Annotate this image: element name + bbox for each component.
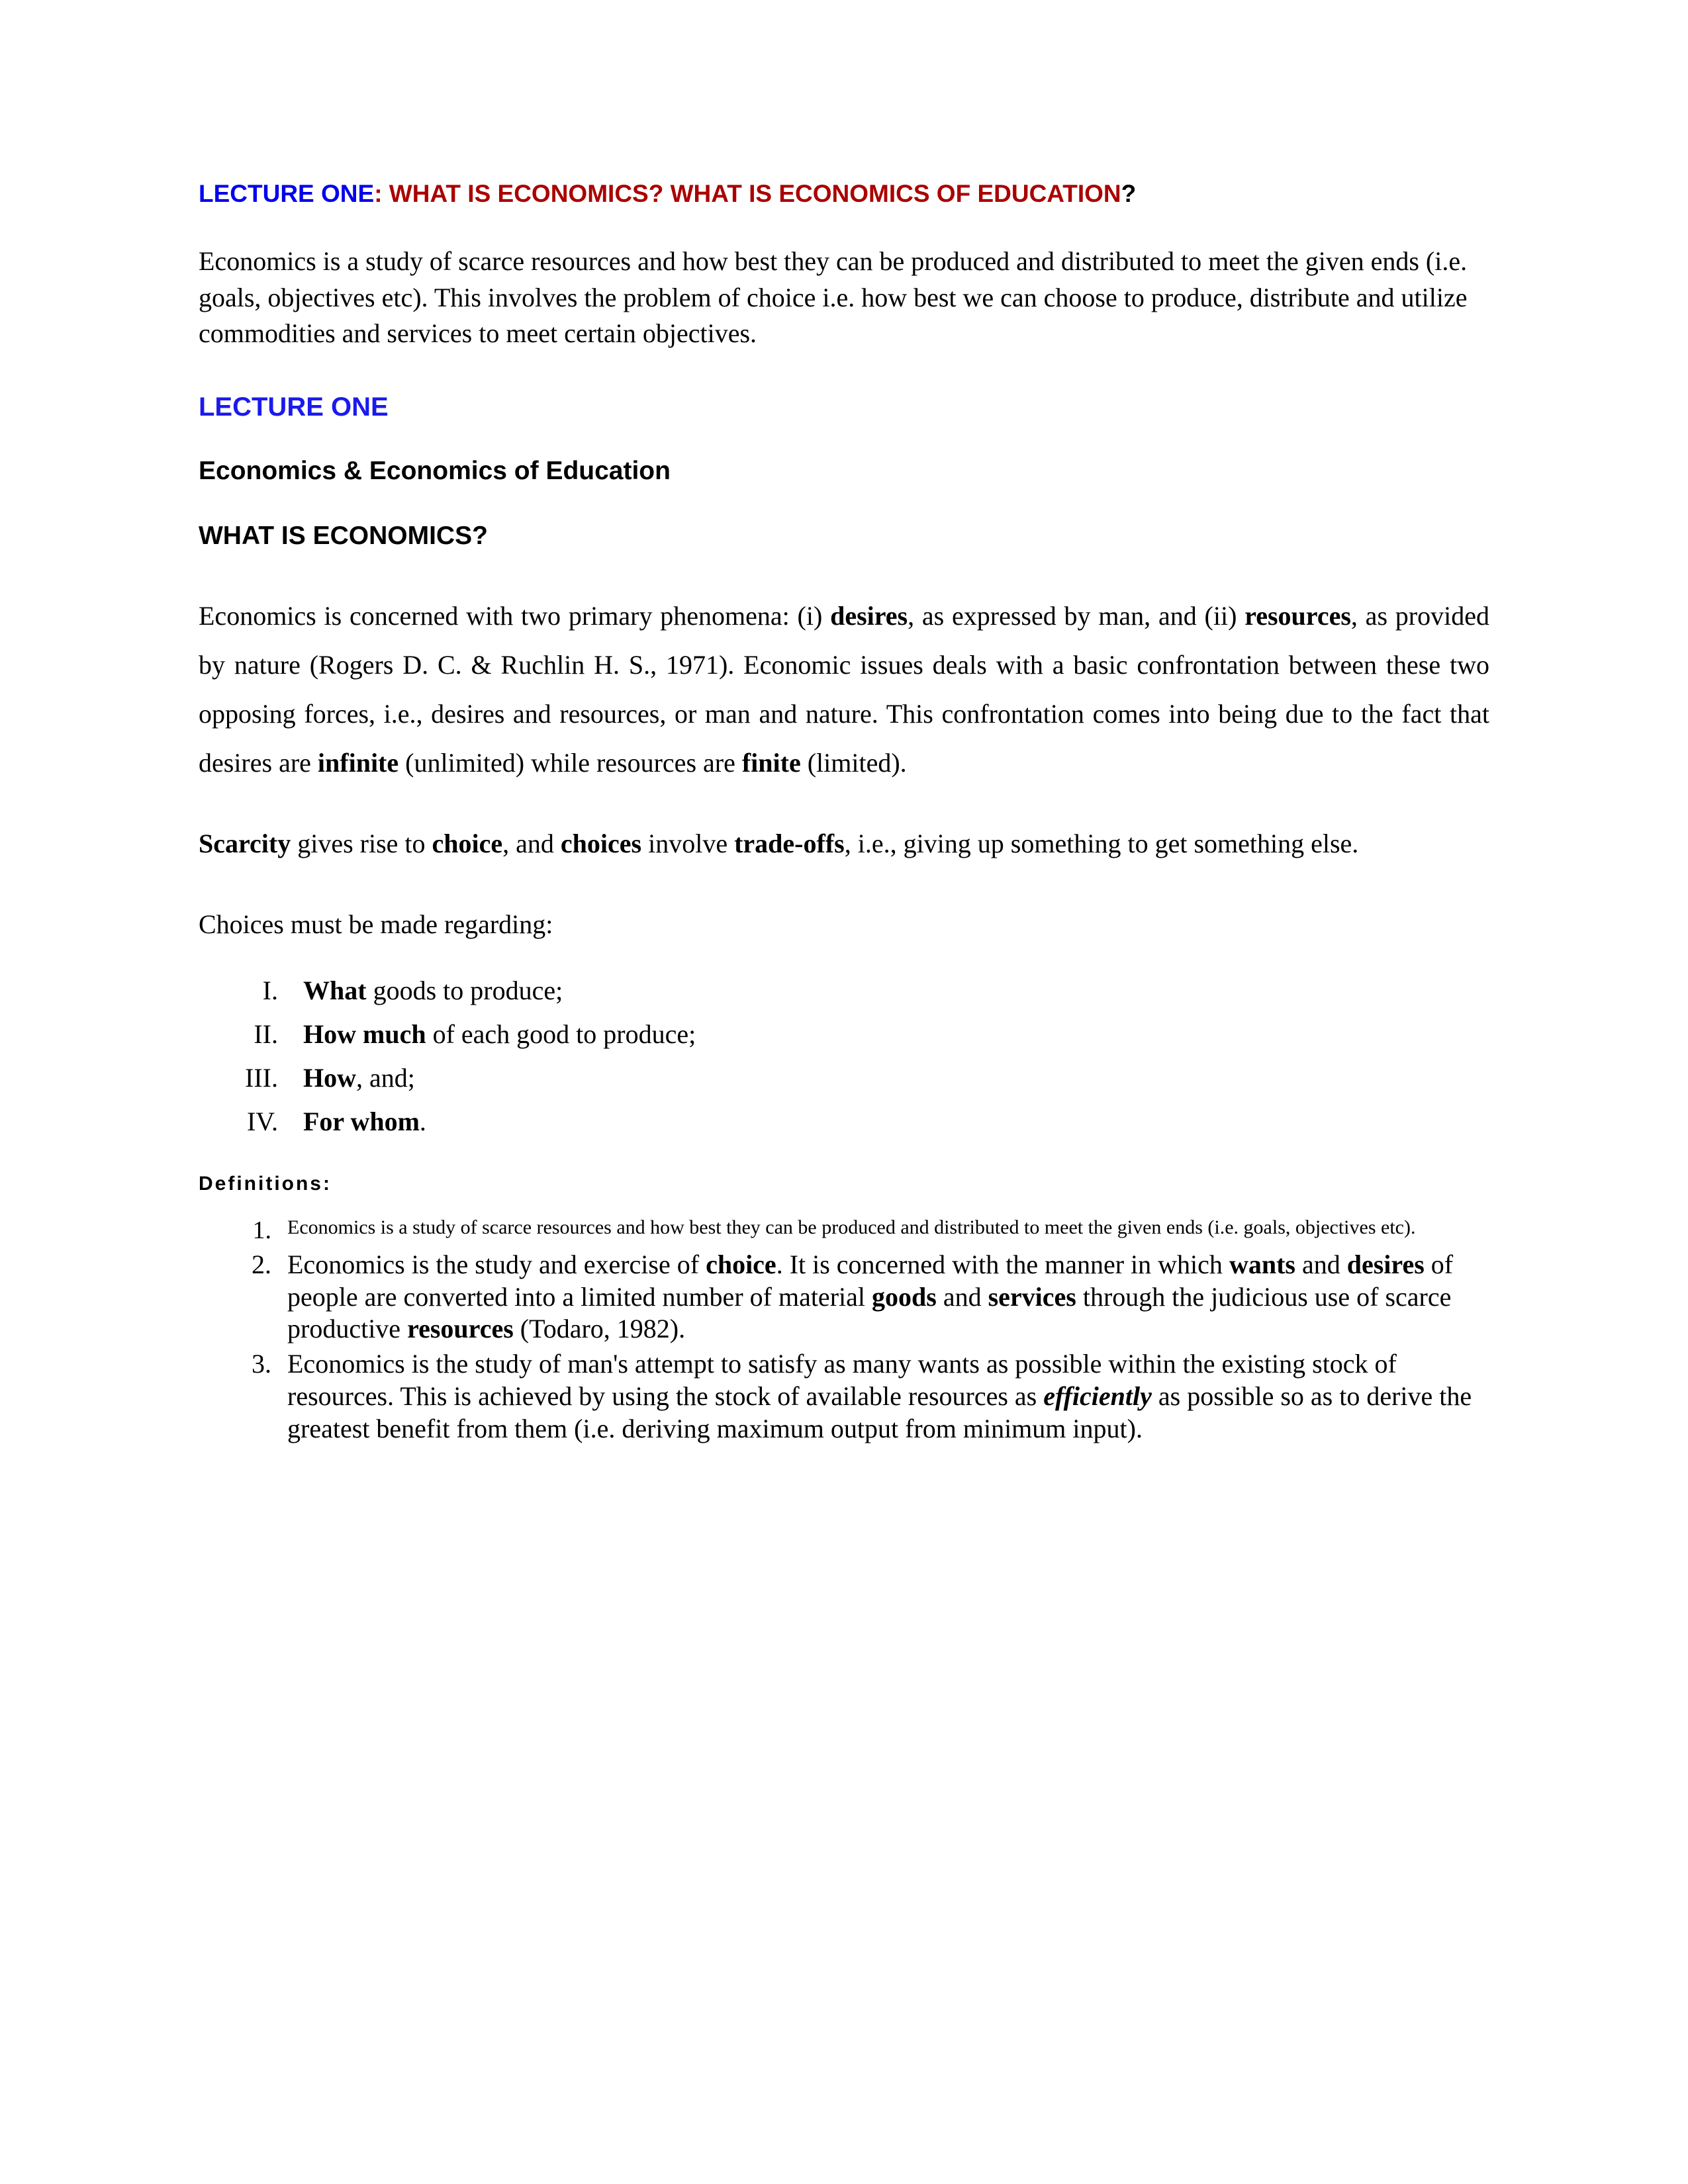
list-item: [199, 1249, 1489, 1345]
inline-text: as possible so as to derive the greatest benefit from them (i.e. deriving maximum output from minimum input).: [287, 1381, 1472, 1443]
list-marker: II.: [254, 1019, 278, 1050]
inline-bold-italic: efficiently: [1043, 1381, 1152, 1411]
phenomena-text-1: Economics is concerned with two primary phenomena: (i): [199, 601, 831, 631]
inline-text: and: [936, 1281, 988, 1312]
paragraph-scarcity: [199, 819, 1489, 868]
list-rest: of each good to produce;: [426, 1019, 696, 1050]
choices-list: [199, 977, 1489, 1136]
scarcity-bold-choice: choice: [432, 829, 503, 859]
list-bold: For whom: [303, 1107, 420, 1137]
inline-text: Economics is the study of man's attempt to satisfy as many wants as possible within the existing stock of resources. This is achieved by using the stock of available resources as: [287, 1349, 1397, 1411]
list-marker: 2.: [252, 1249, 271, 1279]
list-text: [287, 1215, 1489, 1246]
list-item: [199, 1215, 1489, 1246]
inline-text: . It is concerned with the manner in which: [776, 1249, 1229, 1279]
inline-text: (Todaro, 1982).: [513, 1314, 686, 1344]
list-item: [199, 977, 1489, 1005]
heading-what-is-economics: WHAT IS ECONOMICS?: [199, 522, 488, 551]
inline-text: through the judicious use of scarce productive: [287, 1281, 1452, 1344]
phenomena-text-2: , as expressed by man, and (ii): [908, 601, 1245, 631]
list-text: [303, 977, 563, 1005]
list-text: [287, 1348, 1489, 1445]
list-text: [287, 1249, 1489, 1345]
paragraph-choices-intro: Choices must be made regarding:: [199, 909, 553, 940]
page-title: [199, 179, 1489, 209]
scarcity-bold-scarcity: Scarcity: [199, 829, 291, 859]
phenomena-text-3: , as provided by nature (Rogers D. C. & Ruchlin H. S., 1971). Economic issues deals with a basic confrontation between these two opposing forces, i.e., desires and resources, or man and nature. This confrontation comes into being due to the fact that desires are: [199, 601, 1489, 778]
inline-text: of people are converted into a limited number of material: [287, 1249, 1454, 1312]
scarcity-bold-tradeoffs: trade-offs: [734, 829, 845, 859]
heading-lecture-one: LECTURE ONE: [199, 392, 389, 422]
inline-bold: services: [988, 1281, 1076, 1312]
title-question: WHAT IS ECONOMICS? WHAT IS ECONOMICS OF EDUCATION: [389, 180, 1121, 207]
list-rest: , and;: [356, 1063, 415, 1093]
inline-bold: desires: [1346, 1249, 1425, 1279]
inline-text: Economics is the study and exercise of: [287, 1249, 706, 1279]
inline-text: Economics is a study of scarce resources and how best they can be produced and distributed to meet the given ends (i.e. goals, objectives etc).: [287, 1216, 1416, 1239]
list-item: [199, 1348, 1489, 1445]
inline-bold: wants: [1229, 1249, 1295, 1279]
inline-bold: resources: [407, 1314, 514, 1344]
phenomena-text-5: (limited).: [800, 748, 907, 778]
list-marker: I.: [262, 976, 278, 1006]
list-marker: III.: [245, 1063, 278, 1093]
list-bold: How: [303, 1063, 356, 1093]
list-text: [303, 1108, 426, 1136]
phenomena-bold-desires: desires: [830, 601, 908, 631]
scarcity-text-2: , and: [502, 829, 561, 859]
title-colon: :: [374, 180, 389, 207]
phenomena-text-4: (unlimited) while resources are: [399, 748, 742, 778]
phenomena-bold-finite: finite: [741, 748, 801, 778]
definitions-list: [199, 1215, 1489, 1445]
list-text: [303, 1021, 696, 1048]
title-lecture-label: LECTURE ONE: [199, 180, 375, 207]
list-rest: .: [419, 1107, 426, 1137]
list-marker: 1.: [252, 1216, 271, 1245]
list-marker: IV.: [246, 1107, 278, 1137]
list-bold: What: [303, 976, 367, 1006]
list-item: [199, 1108, 1489, 1136]
list-rest: goods to produce;: [366, 976, 563, 1006]
list-item: [199, 1064, 1489, 1092]
inline-bold: goods: [872, 1281, 937, 1312]
list-marker: 3.: [252, 1349, 271, 1379]
scarcity-text-4: , i.e., giving up something to get something else.: [844, 829, 1359, 859]
scarcity-text-3: involve: [641, 829, 735, 859]
paragraph-phenomena: [199, 592, 1489, 788]
title-end-mark: ?: [1121, 180, 1137, 207]
inline-bold: choice: [706, 1249, 776, 1279]
phenomena-bold-infinite: infinite: [317, 748, 399, 778]
list-text: [303, 1064, 415, 1092]
definitions-heading: Definitions:: [199, 1173, 332, 1195]
scarcity-bold-choices: choices: [560, 829, 642, 859]
inline-text: and: [1295, 1249, 1347, 1279]
list-item: [199, 1021, 1489, 1048]
list-bold: How much: [303, 1019, 426, 1050]
scarcity-text-1: gives rise to: [291, 829, 432, 859]
phenomena-bold-resources: resources: [1244, 601, 1351, 631]
heading-subject: Economics & Economics of Education: [199, 457, 671, 486]
intro-paragraph: Economics is a study of scarce resources and how best they can be produced and distributed to meet the given ends (i.e. goals, objectives etc). This involves the problem of choice i.e. how best we can choose to produce, distribute and utilize commodities and services to meet certain objectives.: [199, 246, 1468, 349]
